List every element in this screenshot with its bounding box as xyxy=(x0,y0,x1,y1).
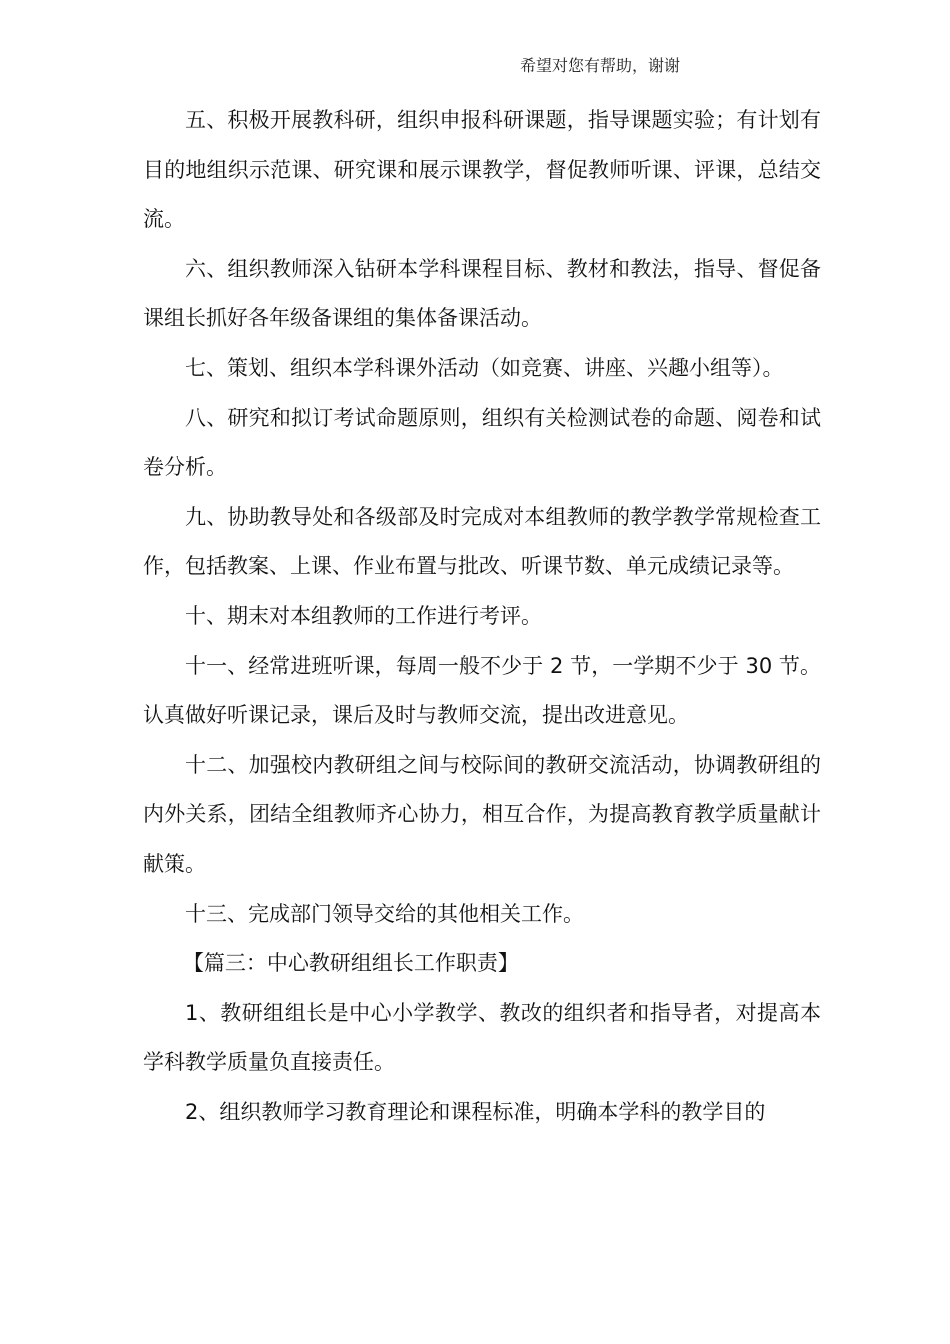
paragraph-item-6: 六、组织教师深入钻研本学科课程目标、教材和教法，指导、督促备课组长抓好各年级备课组的集体备课活动。 xyxy=(143,256,821,331)
document-body xyxy=(143,96,821,1137)
section-heading: 【篇三：中心教研组组长工作职责】 xyxy=(182,951,519,976)
paragraph-item-13: 十三、完成部门领导交给的其他相关工作。 xyxy=(185,901,584,926)
paragraph-item-9: 九、协助教导处和各级部及时完成对本组教师的教学教学常规检查工作，包括教案、上课、作业布置与批改、听课节数、单元成绩记录等。 xyxy=(143,504,821,579)
paragraph-item-10: 十、期末对本组教师的工作进行考评。 xyxy=(185,603,542,628)
paragraph-duty-2: 2、组织教师学习教育理论和课程标准，明确本学科的教学目的 xyxy=(185,1099,766,1124)
paragraph-item-5: 五、积极开展教科研，组织申报科研课题，指导课题实验；有计划有目的地组织示范课、研究课和展示课教学，督促教师听课、评课，总结交流。 xyxy=(143,108,821,232)
paragraph-item-7: 七、策划、组织本学科课外活动（如竞赛、讲座、兴趣小组等）。 xyxy=(185,355,784,380)
header-note: 希望对您有帮助，谢谢 xyxy=(520,56,681,75)
paragraph-duty-1: 1、教研组组长是中心小学教学、教改的组织者和指导者，对提高本学科教学质量负直接责任。 xyxy=(143,1000,821,1075)
paragraph-item-8: 八、研究和拟订考试命题原则，组织有关检测试卷的命题、阅卷和试卷分析。 xyxy=(143,405,821,480)
paragraph-item-12: 十二、加强校内教研组之间与校际间的教研交流活动，协调教研组的内外关系，团结全组教师齐心协力，相互合作，为提高教育教学质量献计献策。 xyxy=(143,752,821,876)
paragraph-item-11: 十一、经常进班听课，每周一般不少于 2 节，一学期不少于 30 节。认真做好听课记录，课后及时与教师交流，提出改进意见。 xyxy=(143,653,821,728)
